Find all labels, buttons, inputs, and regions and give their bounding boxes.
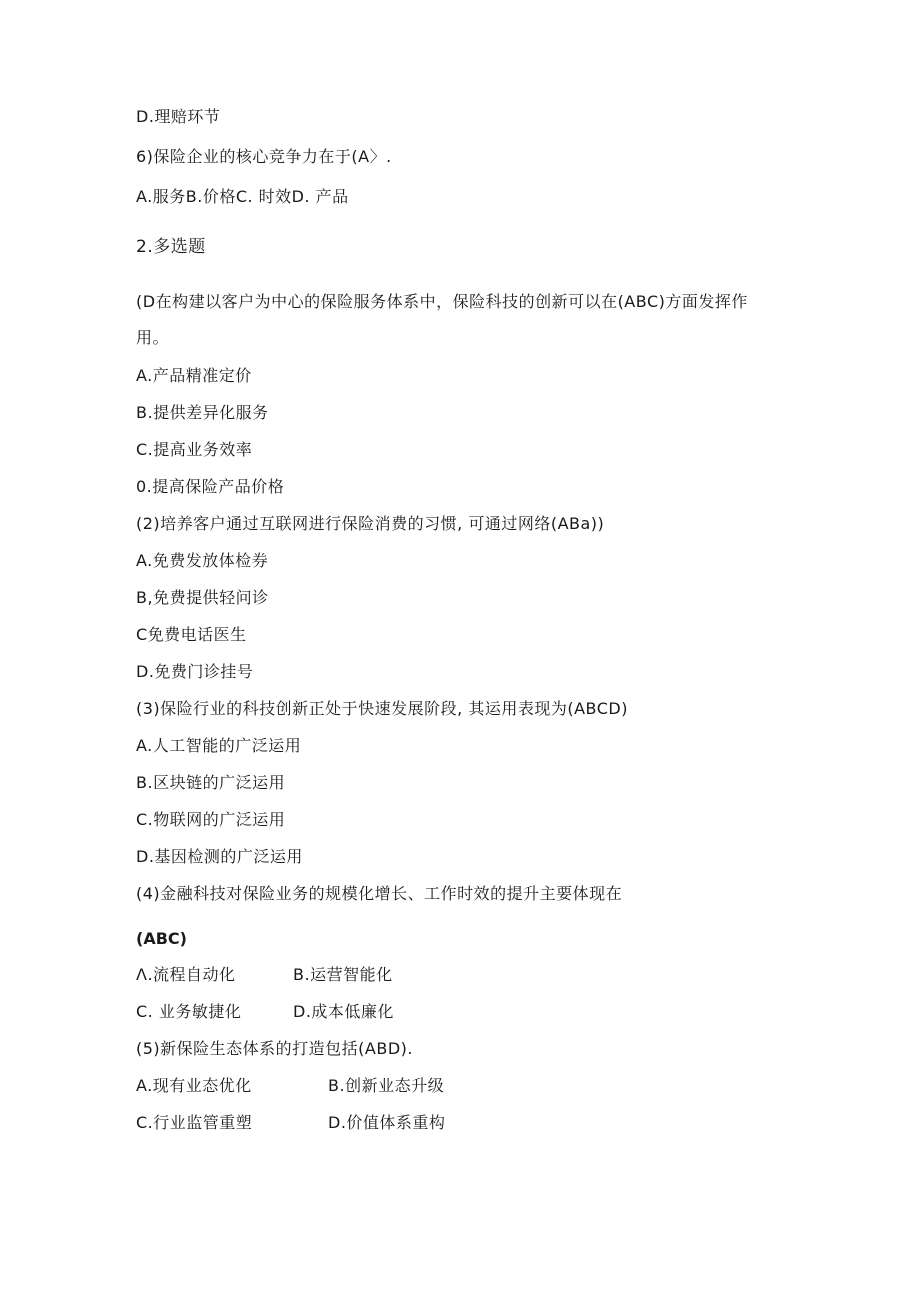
option-line: 0.提高保险产品价格 <box>136 477 285 496</box>
option-line: A.免费发放体检券 <box>136 551 269 570</box>
option-line: A.人工智能的广泛运用 <box>136 736 302 755</box>
option-line: A.现有业态优化 <box>136 1076 252 1095</box>
option-line: B,免费提供轻问诊 <box>136 588 269 607</box>
option-line: D.基因检测的广泛运用 <box>136 847 303 866</box>
option-line: Λ.流程自动化 <box>136 965 236 984</box>
option-line: B.区块链的广泛运用 <box>136 773 286 792</box>
option-line: D.成本低廉化 <box>293 1002 394 1021</box>
option-line: C.物联网的广泛运用 <box>136 810 286 829</box>
option-line: D.理赔环节 <box>136 107 221 126</box>
question-line: (2)培养客户通过互联网进行保险消费的习惯, 可通过网络(ABa)) <box>136 514 605 533</box>
option-line: D.价值体系重构 <box>328 1113 446 1132</box>
question-line: (5)新保险生态体系的打造包括(ABD). <box>136 1039 413 1058</box>
option-line: C免费电话医生 <box>136 625 247 644</box>
option-line: D.免费门诊挂号 <box>136 662 254 681</box>
question-line: (3)保险行业的科技创新正处于快速发展阶段, 其运用表现为(ABCD) <box>136 699 628 718</box>
question-line-continued: 用。 <box>136 328 170 347</box>
question-line: 6)保险企业的核心竞争力在于(A〉. <box>136 147 392 166</box>
option-line: B.提供差异化服务 <box>136 403 269 422</box>
option-line: A.服务B.价格C. 时效D. 产品 <box>136 187 349 206</box>
option-line: C. 业务敏捷化 <box>136 1002 242 1021</box>
option-line: B.运营智能化 <box>293 965 393 984</box>
option-line: B.创新业态升级 <box>328 1076 445 1095</box>
option-line: A.产品精准定价 <box>136 366 252 385</box>
option-line: C.行业监管重塑 <box>136 1113 253 1132</box>
answer-line: (ABC) <box>136 929 187 948</box>
section-heading: 2.多选题 <box>136 237 206 257</box>
question-line: (D在构建以客户为中心的保险服务体系中，保险科技的创新可以在(ABC)方面发挥作 <box>136 292 748 311</box>
question-line: (4)金融科技对保险业务的规模化增长、工作时效的提升主要体现在 <box>136 884 623 903</box>
option-line: C.提高业务效率 <box>136 440 253 459</box>
